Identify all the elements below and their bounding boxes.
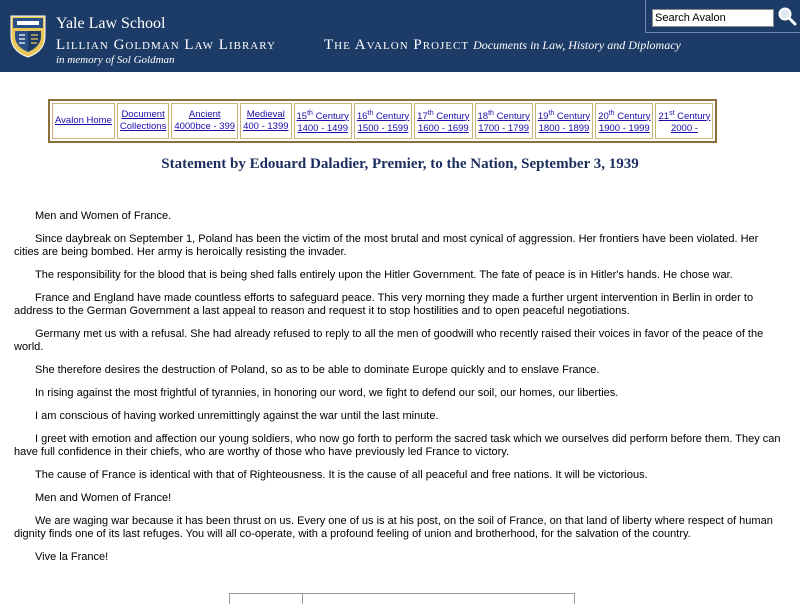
nav-18th-century[interactable]: 18th Century 1700 - 1799: [475, 103, 533, 139]
paragraph: The responsibility for the blood that is being shed falls entirely upon the Hitler Government. The fate of peace is in Hitler's hands. He chose war.: [35, 269, 733, 281]
yale-shield-icon[interactable]: [9, 14, 47, 58]
nav-avalon-home[interactable]: Avalon Home: [52, 103, 115, 139]
nav-medieval[interactable]: Medieval 400 - 1399: [240, 103, 291, 139]
nav-21st-century[interactable]: 21st Century 2000 -: [655, 103, 713, 139]
century-navigation: [48, 99, 717, 143]
nav-document-collections[interactable]: Document Collections: [117, 103, 169, 139]
memory-line: in memory of Sol Goldman: [56, 54, 175, 66]
search-input[interactable]: [652, 9, 774, 27]
paragraph: Vive la France!: [35, 551, 109, 563]
magnifier-icon[interactable]: [777, 6, 797, 26]
search-box: [645, 0, 800, 33]
nav-ancient[interactable]: Ancient 4000bce - 399: [171, 103, 238, 139]
nav-17th-century[interactable]: 17th Century 1600 - 1699: [414, 103, 472, 139]
paragraph: Men and Women of France!: [35, 492, 172, 504]
nav-20th-century[interactable]: 20th Century 1900 - 1999: [595, 103, 653, 139]
avalon-project-subtitle: Documents in Law, History and Diplomacy: [473, 38, 681, 52]
paragraph: In rising against the most frightful of tyrannies, in honoring our word, we fight to defend our soil, our homes, our liberties.: [35, 387, 619, 399]
paragraph: I greet with emotion and affection our young soldiers, who now go forth to perform the sacred task which we ourselves did perform before them. They can have full confidence in their chiefs, who are worthy of those who have previously led France to victory.: [14, 433, 781, 458]
paragraph: I am conscious of having worked unremittingly against the war until the last minute.: [35, 410, 439, 422]
paragraph: Germany met us with a refusal. She had already refused to reply to all the men of goodwill who recently raised their voices in favor of the peace of the world.: [14, 328, 764, 353]
paragraph: We are waging war because it has been thrust on us. Every one of us is at his post, on the soil of France, on that land of liberty where respect of human dignity finds one of its last refuges. You will all co-operate, with a profound feeling of union and brotherhood, for the salvation of the country.: [14, 515, 773, 540]
paragraph: France and England have made countless efforts to safeguard peace. This very morning they made a further urgent intervention in Berlin in order to address to the German Government a last appeal to reason and request it to stop hostilities and to open peaceful negotiations.: [14, 292, 754, 317]
document-title: Statement by Edouard Daladier, Premier, to the Nation, September 3, 1939: [161, 156, 639, 172]
nav-15th-century[interactable]: 15th Century 1400 - 1499: [294, 103, 352, 139]
school-name[interactable]: Yale Law School: [56, 15, 166, 32]
library-name[interactable]: Lillian Goldman Law Library: [56, 37, 276, 53]
avalon-project-name[interactable]: The Avalon Project: [324, 37, 470, 53]
footer-divider: [302, 594, 303, 604]
site-header: [0, 0, 800, 72]
paragraph: The cause of France is identical with that of Righteousness. It is the cause of all peaceful and free nations. It will be victorious.: [35, 469, 648, 481]
document-body: [14, 210, 786, 574]
paragraph: Men and Women of France.: [35, 210, 172, 222]
paragraph: Since daybreak on September 1, Poland has been the victim of the most brutal and most cynical of aggression. Her frontiers have been violated. Her cities are being bombed. Her army is heroically resisting the invader.: [14, 233, 759, 258]
avalon-project-title[interactable]: [324, 36, 681, 54]
footer-navigation: [229, 593, 575, 604]
nav-19th-century[interactable]: 19th Century 1800 - 1899: [535, 103, 593, 139]
nav-16th-century[interactable]: 16th Century 1500 - 1599: [354, 103, 412, 139]
paragraph: She therefore desires the destruction of Poland, so as to be able to dominate Europe quickly and to enslave France.: [35, 364, 600, 376]
